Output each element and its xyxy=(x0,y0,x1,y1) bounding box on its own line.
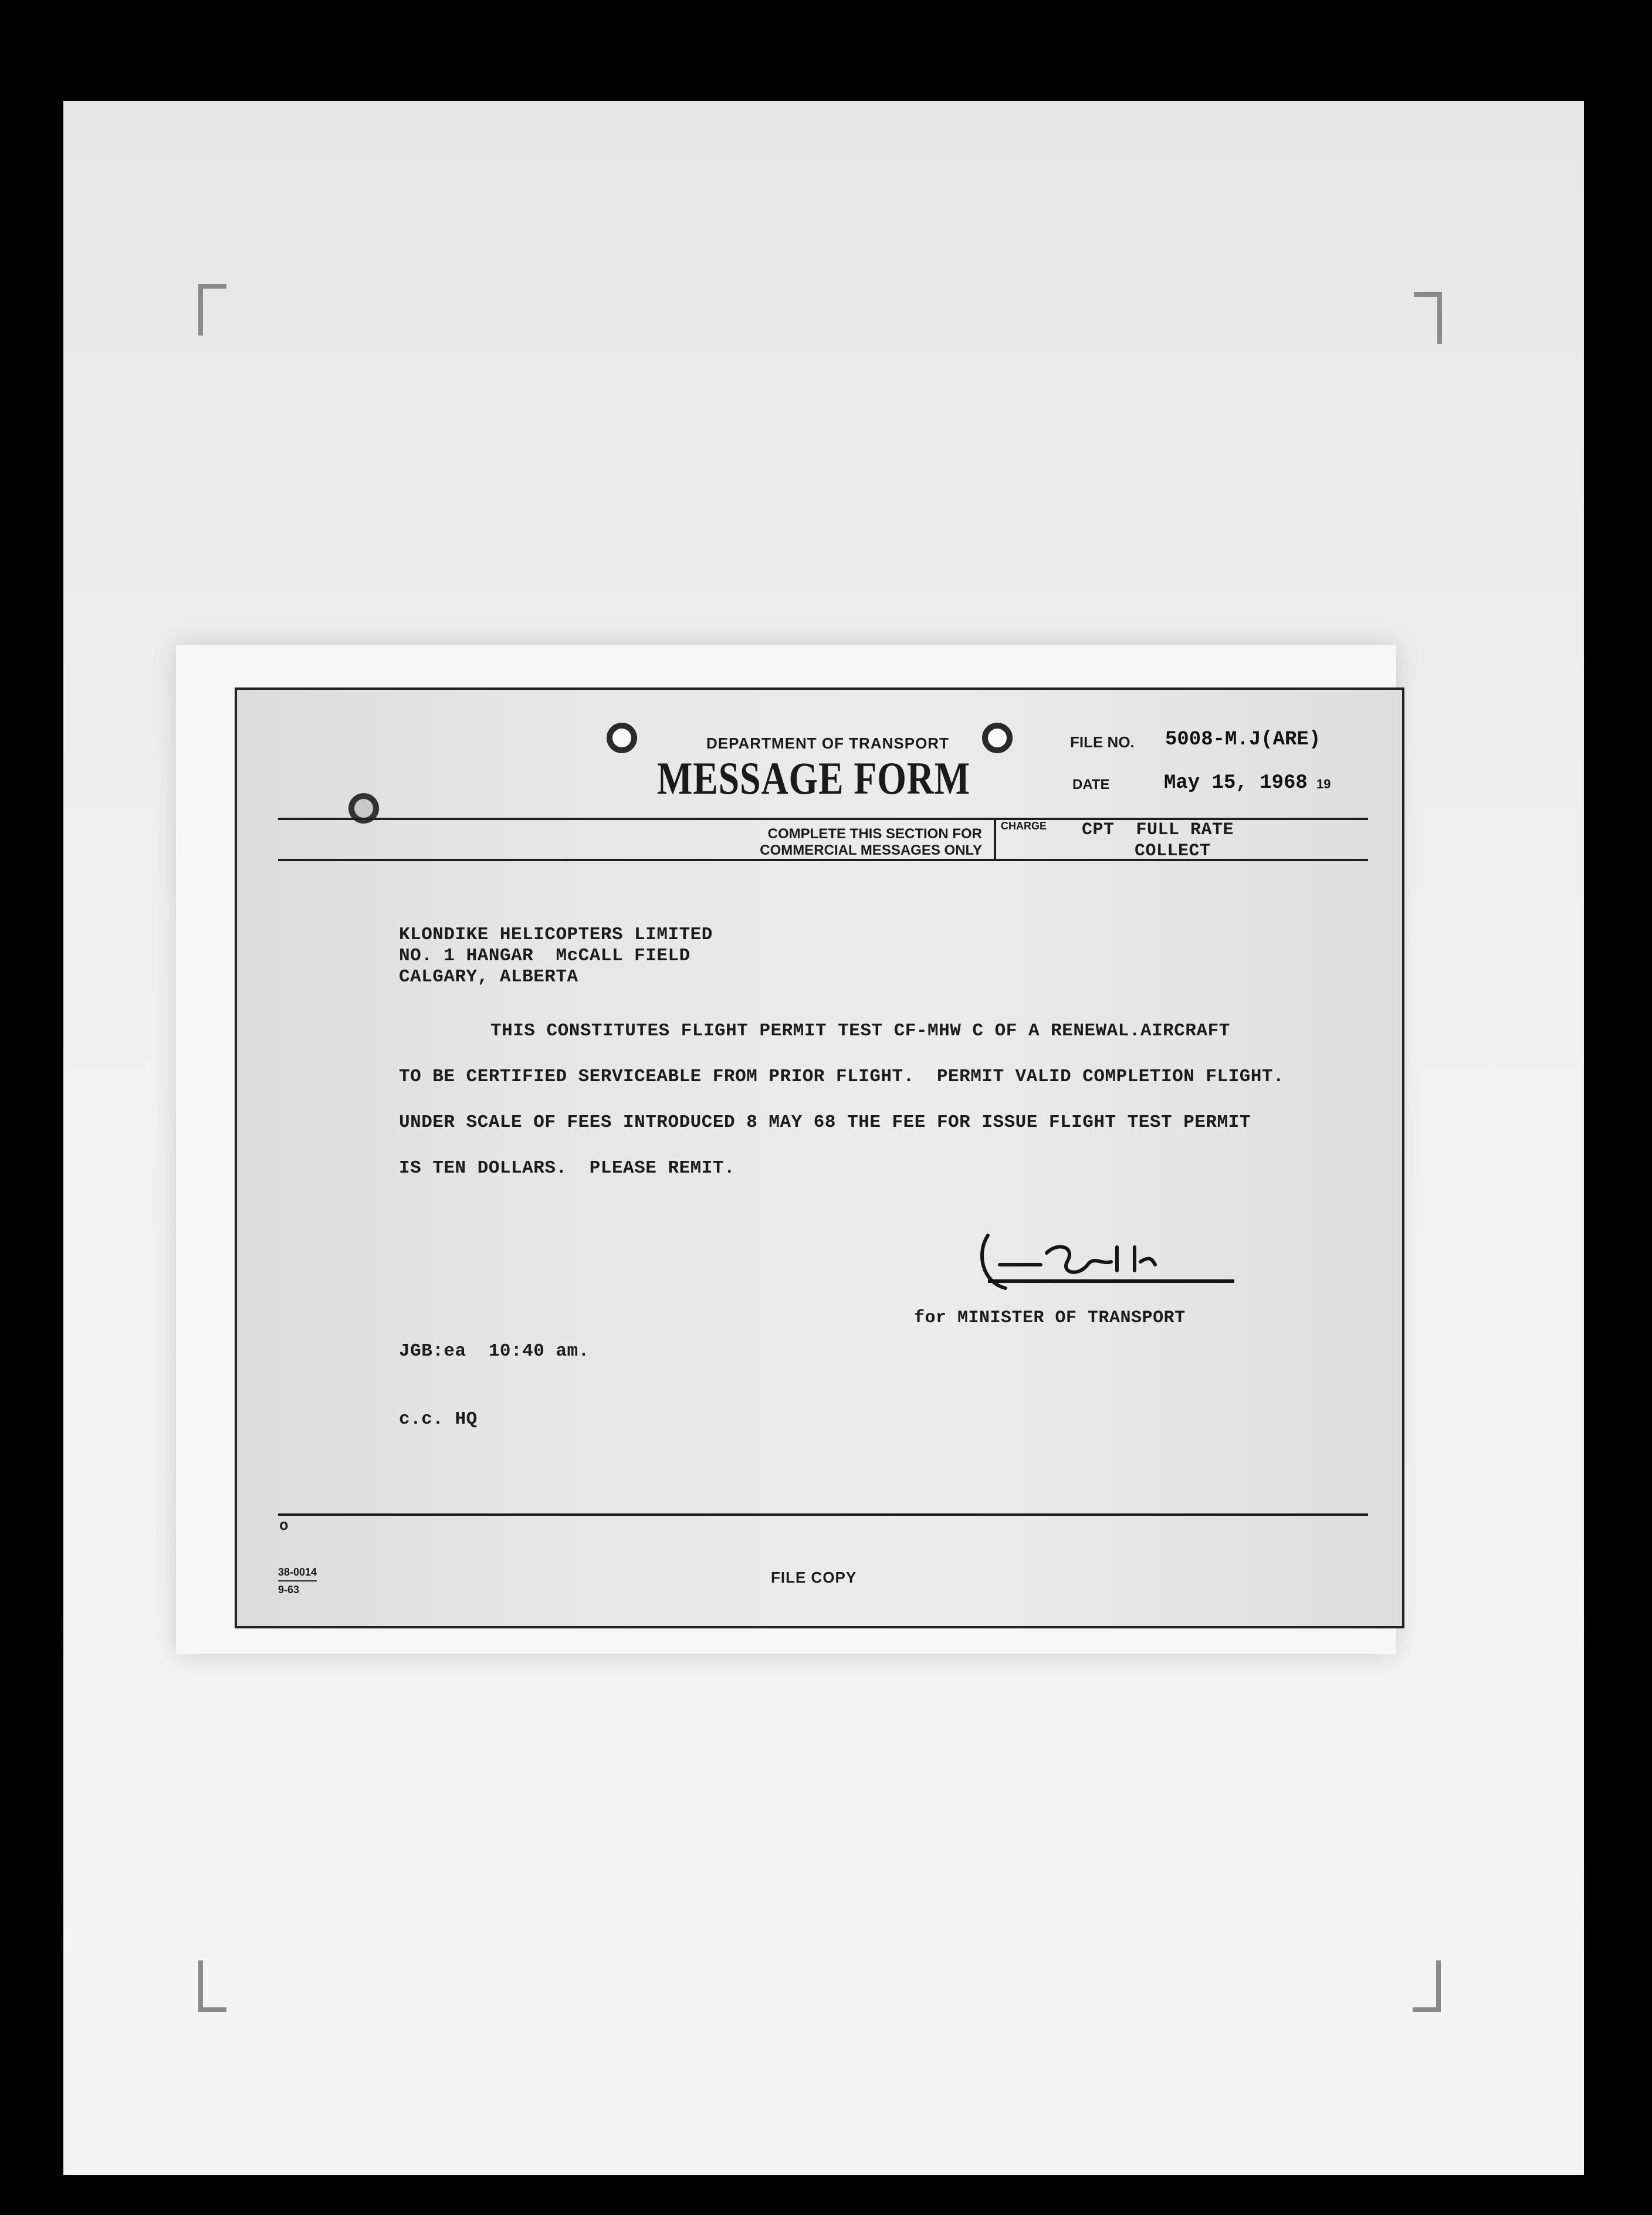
body-line2: TO BE CERTIFIED SERVICEABLE FROM PRIOR FLIGHT. PERMIT VALID COMPLETION FLIGHT. xyxy=(399,1066,1285,1087)
body-line4: IS TEN DOLLARS. PLEASE REMIT. xyxy=(399,1158,736,1178)
cc-line: c.c. HQ xyxy=(399,1409,478,1430)
crop-mark-top-left xyxy=(198,284,226,336)
address-line3: CALGARY, ALBERTA xyxy=(399,967,578,987)
signature xyxy=(941,1230,1270,1300)
reference-line: JGB:ea 10:40 am. xyxy=(399,1341,590,1361)
body-line3: UNDER SCALE OF FEES INTRODUCED 8 MAY 68 THE FEE FOR ISSUE FLIGHT TEST PERMIT xyxy=(399,1112,1251,1133)
crop-mark-bottom-right xyxy=(1413,1960,1441,2012)
date-year-prefix: 19 xyxy=(1316,777,1331,791)
punch-hole xyxy=(982,723,1013,753)
commercial-note xyxy=(736,826,982,859)
file-copy-label: FILE COPY xyxy=(771,1569,857,1586)
body-line1: THIS CONSTITUTES FLIGHT PERMIT TEST CF-MHW C OF A RENEWAL.AIRCRAFT xyxy=(490,1021,1230,1041)
signature-caption: for MINISTER OF TRANSPORT xyxy=(914,1308,1186,1328)
file-no-value: 5008-M.J(ARE) xyxy=(1165,729,1321,751)
form-title: MESSAGE FORM xyxy=(657,753,970,804)
charge-value-line1: CPT FULL RATE xyxy=(1082,820,1234,840)
address-line1: KLONDIKE HELICOPTERS LIMITED xyxy=(399,924,713,945)
charge-label: CHARGE xyxy=(1001,820,1047,832)
margin-mark: o xyxy=(279,1517,289,1535)
form-number xyxy=(278,1564,317,1598)
file-no-label: FILE NO. xyxy=(1070,733,1135,751)
form-number-line2: 9-63 xyxy=(278,1584,300,1596)
date-value: May 15, 1968 xyxy=(1164,772,1308,794)
commercial-note-line1: COMPLETE THIS SECTION FOR xyxy=(767,826,982,842)
header-divider xyxy=(994,818,996,861)
date-label: DATE xyxy=(1072,777,1110,792)
charge-value-line2: COLLECT xyxy=(1135,841,1211,861)
footer-rule xyxy=(278,1513,1368,1516)
commercial-note-line2: COMMERCIAL MESSAGES ONLY xyxy=(760,842,982,858)
crop-mark-top-right xyxy=(1414,292,1442,344)
message-form xyxy=(235,687,1404,1628)
crop-mark-bottom-left xyxy=(198,1960,226,2012)
address-line2: NO. 1 HANGAR McCALL FIELD xyxy=(399,946,690,966)
form-number-line1: 38-0014 xyxy=(278,1564,317,1581)
punch-hole xyxy=(607,723,637,753)
department-heading: DEPARTMENT OF TRANSPORT xyxy=(706,734,949,752)
